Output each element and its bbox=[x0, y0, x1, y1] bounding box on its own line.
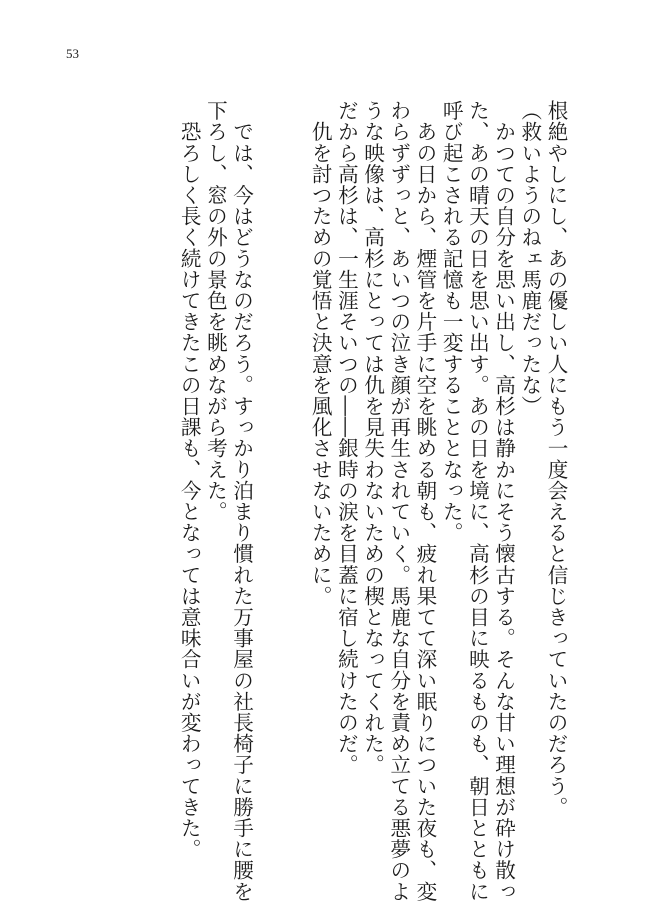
blank-line bbox=[255, 100, 281, 820]
text-line: 恐ろしく長く続けてきたこの日課も、今となっては意味合いが変わってきた。 bbox=[177, 100, 202, 860]
text-line: うな映像は、高杉にとっては仇を見失わないための楔となってくれた。 bbox=[360, 100, 385, 776]
text-line: あの日から、煙管を片手に空を眺める朝も、疲れ果てて深い眠りについた夜も、変 bbox=[412, 100, 437, 902]
novel-body-text bbox=[176, 100, 569, 902]
text-line: 仇を討つための覚悟と決意を風化させないために。 bbox=[308, 100, 333, 607]
text-line: では、今はどうなのだろう。すっかり泊まり慣れた万事屋の社長椅子に勝手に腰を bbox=[229, 100, 254, 902]
text-line: だから高杉は、一生涯そいつの――銀時の涙を目蓋に宿し続けたのだ。 bbox=[334, 100, 359, 776]
text-line: 根絶やしにし、あの優しい人にもう一度会えると信じきっていたのだろう。 bbox=[544, 100, 568, 818]
text-line: （救いようのねェ馬鹿だったな） bbox=[517, 100, 542, 417]
text-line: 下ろし、窓の外の景色を眺めながら考えた。 bbox=[203, 100, 228, 522]
text-line: かつての自分を思い出し、高杉は静かにそう懐古する。そんな甘い理想が砕け散っ bbox=[491, 100, 516, 902]
text-line: 呼び起こされる記憶も一変することとなった。 bbox=[439, 100, 464, 544]
text-line: た、あの晴天の日を思い出す。あの日を境に、高杉の目に映るものも、朝日とともに bbox=[465, 100, 490, 902]
text-line: わらずずっと、あいつの泣き顔が再生されていく。馬鹿な自分を責め立てる悪夢のよ bbox=[386, 100, 411, 902]
blank-line bbox=[281, 100, 307, 820]
page-number: 53 bbox=[66, 46, 79, 61]
